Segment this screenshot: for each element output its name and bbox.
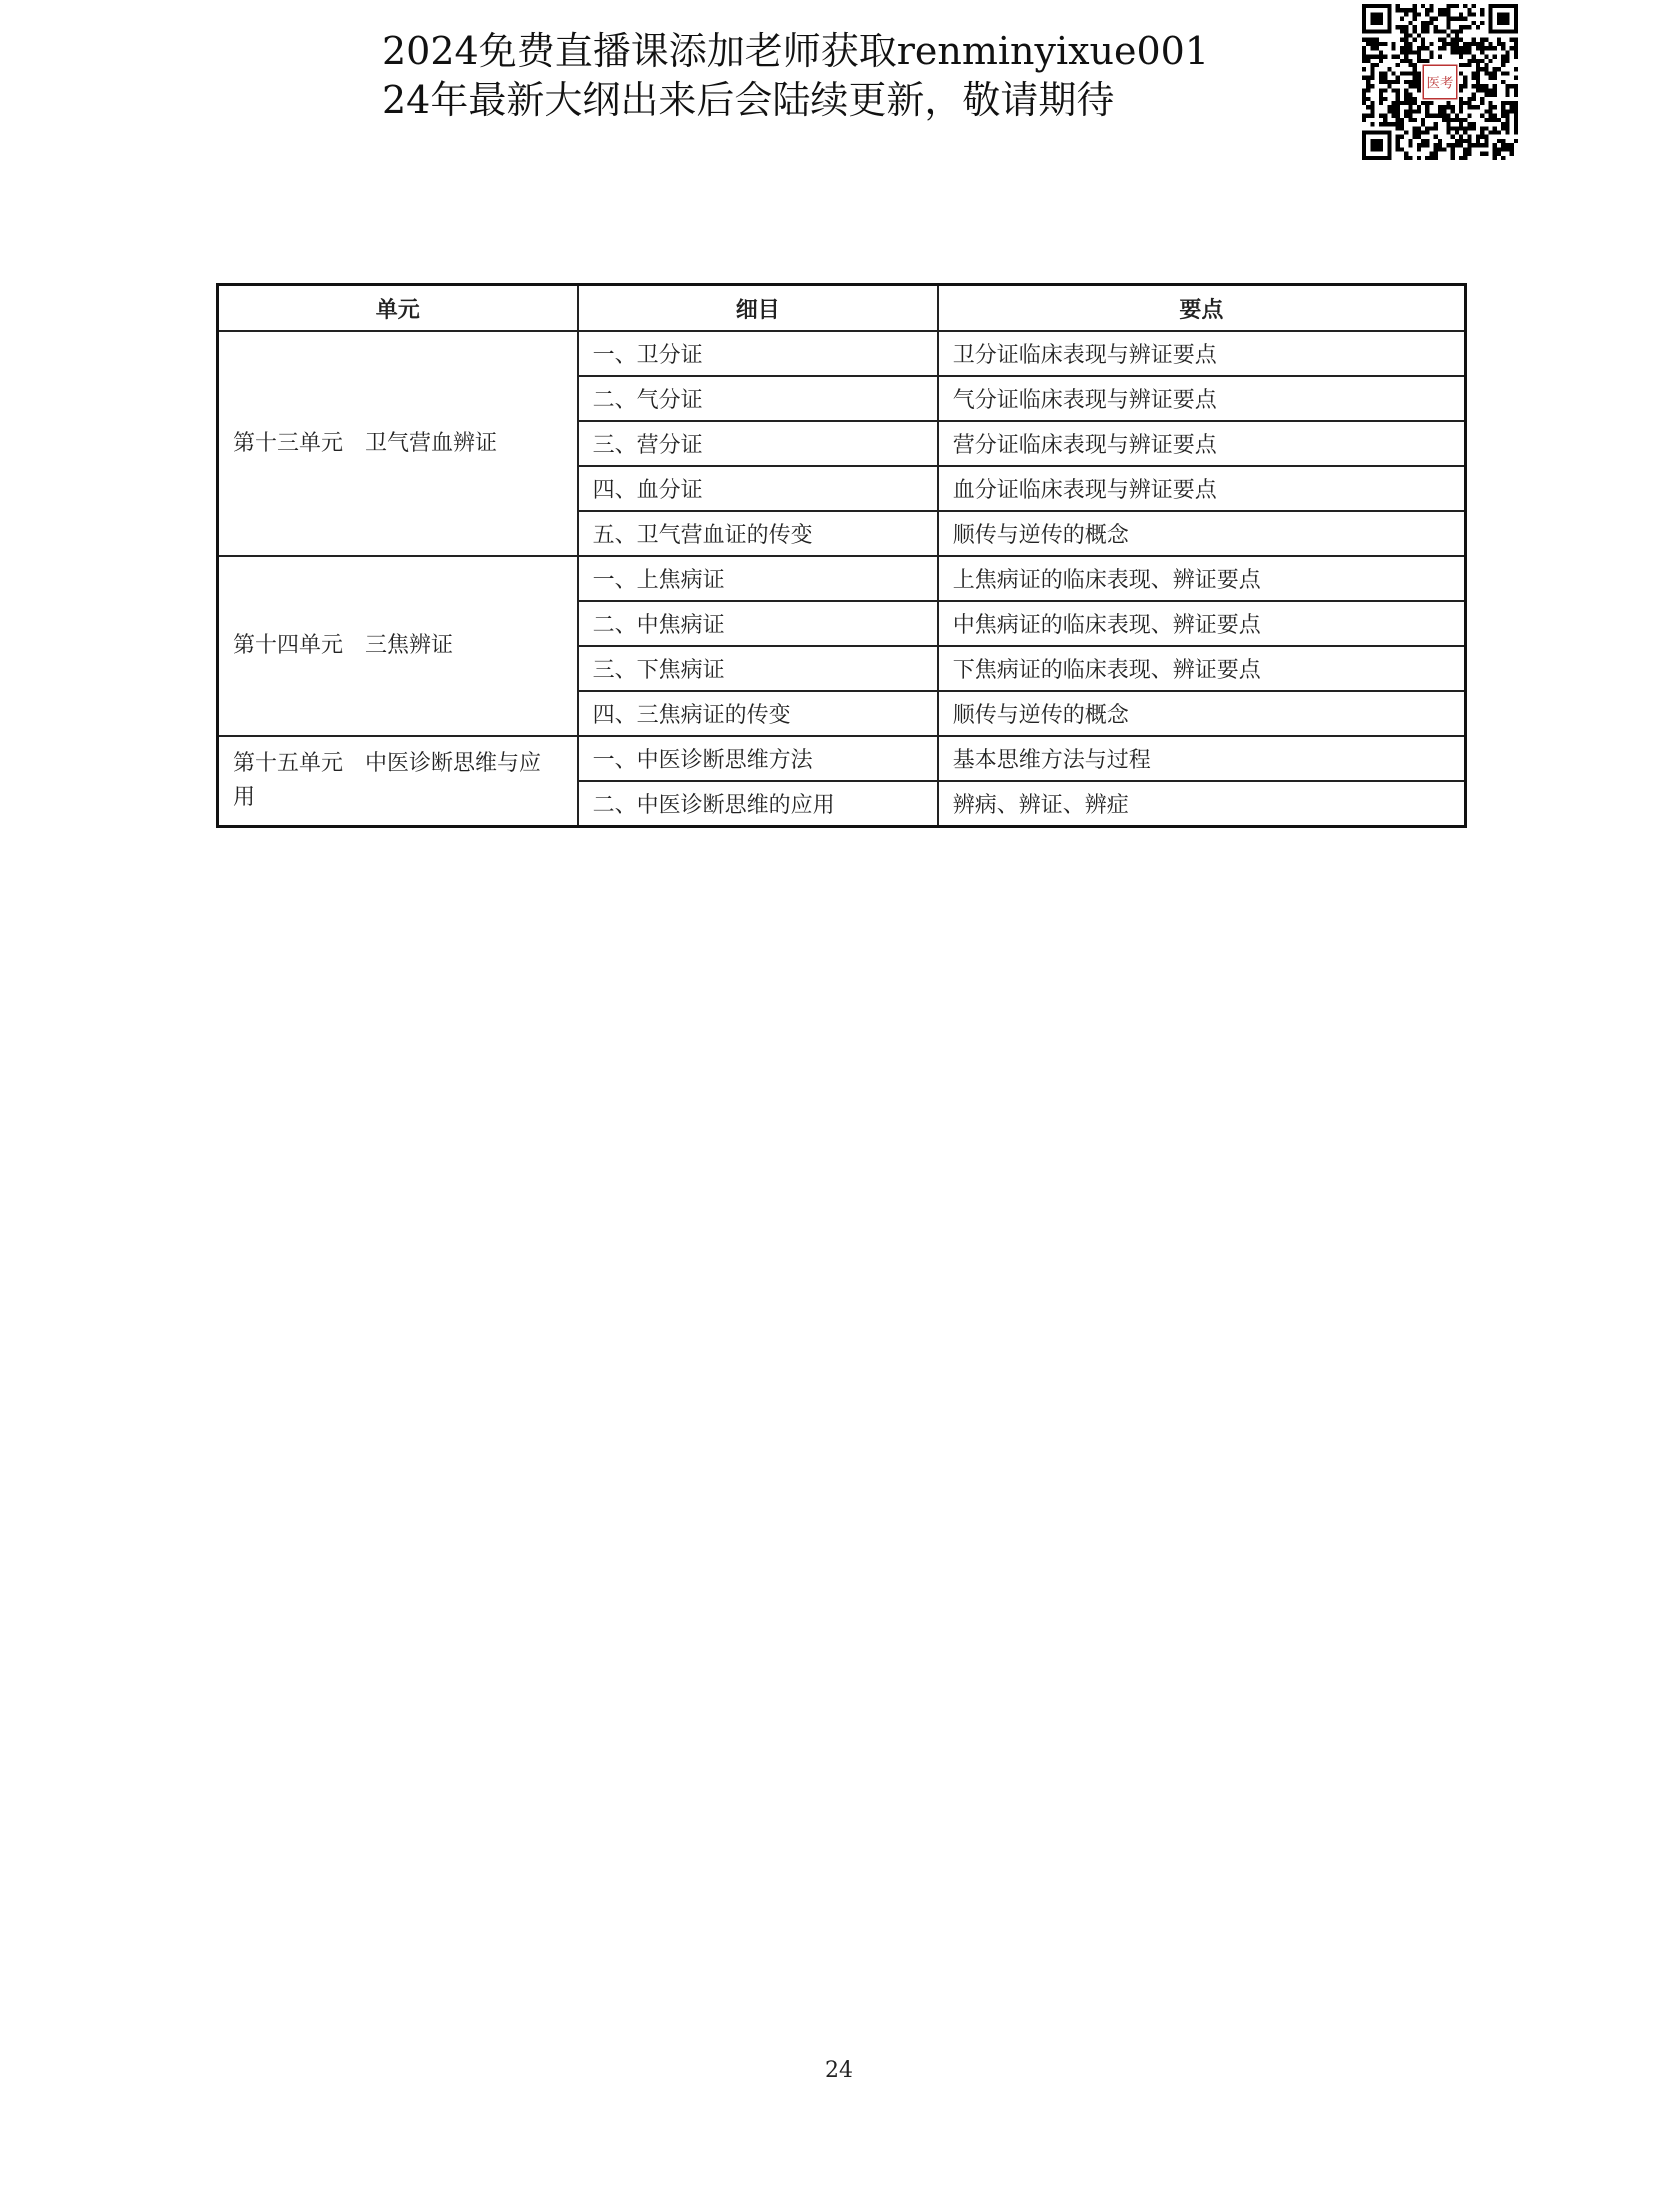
- point-cell: 血分证临床表现与辨证要点: [938, 466, 1466, 511]
- item-cell: 二、气分证: [578, 376, 938, 421]
- unit-name: 三焦辨证: [365, 633, 454, 658]
- point-cell: 顺传与逆传的概念: [938, 511, 1466, 556]
- point-cell: 顺传与逆传的概念: [938, 691, 1466, 736]
- item-cell: 二、中医诊断思维的应用: [578, 781, 938, 827]
- item-cell: 三、营分证: [578, 421, 938, 466]
- unit-number: 第十三单元: [233, 430, 344, 456]
- item-cell: 四、血分证: [578, 466, 938, 511]
- point-cell: 下焦病证的临床表现、辨证要点: [938, 646, 1466, 691]
- unit-cell-13: [218, 331, 578, 556]
- point-cell: 上焦病证的临床表现、辨证要点: [938, 556, 1466, 601]
- point-cell: 营分证临床表现与辨证要点: [938, 421, 1466, 466]
- unit-name: 卫气营血辨证: [365, 430, 498, 456]
- syllabus-table: [216, 283, 1467, 828]
- table-row: [218, 331, 1466, 376]
- qr-code: [1362, 4, 1518, 160]
- item-cell: 一、中医诊断思维方法: [578, 736, 938, 781]
- item-cell: 二、中焦病证: [578, 601, 938, 646]
- unit-number: 第十四单元: [233, 633, 344, 658]
- item-cell: 四、三焦病证的传变: [578, 691, 938, 736]
- unit-number: 第十五单元: [233, 751, 344, 776]
- point-cell: 卫分证临床表现与辨证要点: [938, 331, 1466, 376]
- point-cell: 气分证临床表现与辨证要点: [938, 376, 1466, 421]
- header-promo-line-2: 24年最新大纲出来后会陆续更新，敬请期待: [382, 78, 1115, 122]
- header-point: 要点: [938, 285, 1466, 332]
- unit-name: 中医诊断思维与应用: [233, 751, 542, 810]
- table-row: [218, 736, 1466, 781]
- header-promo-line-1: 2024免费直播课添加老师获取renminyixue001: [382, 29, 1210, 73]
- point-cell: 辨病、辨证、辨症: [938, 781, 1466, 827]
- table-row: [218, 556, 1466, 601]
- point-cell: 基本思维方法与过程: [938, 736, 1466, 781]
- qr-logo-text: 医考: [1426, 75, 1454, 92]
- item-cell: 五、卫气营血证的传变: [578, 511, 938, 556]
- unit-cell-14: [218, 556, 578, 736]
- table-header-row: [218, 285, 1466, 332]
- point-cell: 中焦病证的临床表现、辨证要点: [938, 601, 1466, 646]
- item-cell: 一、上焦病证: [578, 556, 938, 601]
- unit-cell-15: [218, 736, 578, 827]
- page-number: 24: [825, 2058, 853, 2083]
- header-unit: 单元: [218, 285, 578, 332]
- item-cell: 一、卫分证: [578, 331, 938, 376]
- header-item: 细目: [578, 285, 938, 332]
- item-cell: 三、下焦病证: [578, 646, 938, 691]
